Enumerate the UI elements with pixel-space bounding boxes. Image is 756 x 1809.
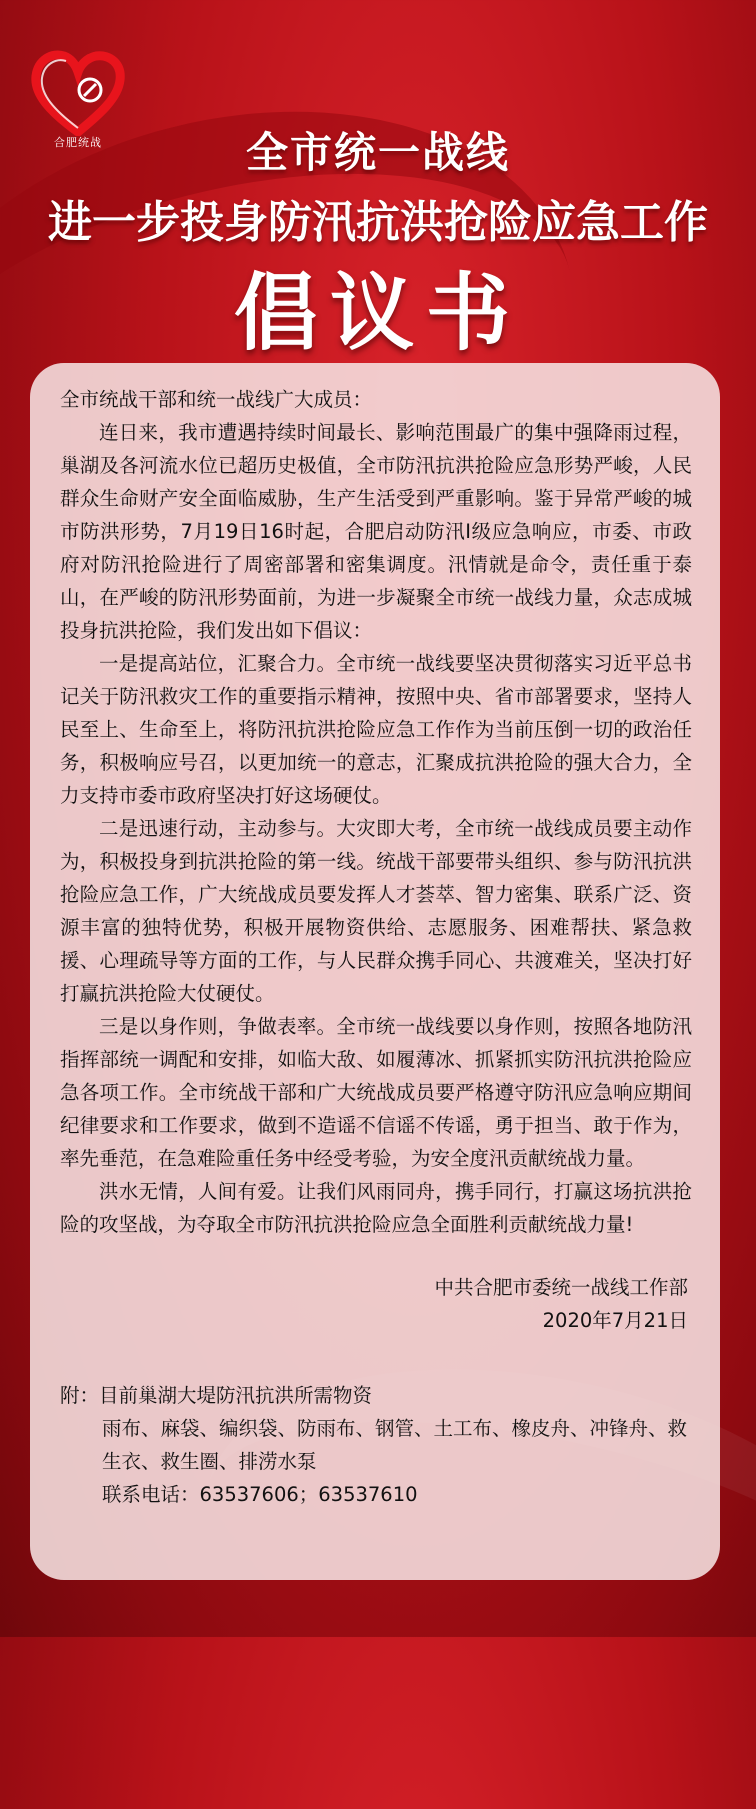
date: 2020年7月21日 <box>542 1309 688 1332</box>
header-line2: 进一步投身防汛抗洪抢险应急工作 <box>48 197 708 248</box>
letter-paragraph: 洪水无情，人间有爱。让我们风雨同舟，携手同行，打赢这场抗洪抢险的攻坚战，为夺取全市防汛抗洪抢险应急全面胜利贡献统战力量! <box>60 1180 692 1236</box>
header-line1: 全市统一战线 <box>245 128 510 177</box>
letter-paragraph: 二是迅速行动，主动参与。大灾即大考，全市统一战线成员要主动作为，积极投身到抗洪抢险的第一线。统战干部要带头组织、参与防汛抗洪抢险应急工作，广大统战成员要发挥人才荟萃、智力密集、联系广泛、资源丰富的独特优势，积极开展物资供给、志愿服务、困难帮扶、紧急救援、心理疏导等方面的工作，与人民群众携手同心、共渡难关，坚决打好打赢抗洪抢险大仗硬仗。 <box>60 817 692 1005</box>
logo-text: 合肥统战 <box>54 136 102 149</box>
attachment-title: 附：目前巢湖大堤防汛抗洪所需物资 <box>60 1384 373 1407</box>
attachment-items: 雨布、麻袋、编织袋、防雨布、钢管、土工布、橡皮舟、冲锋舟、救生衣、救生圈、排涝水泵 <box>102 1417 688 1473</box>
page-title: 倡议书 <box>233 264 522 362</box>
attachment <box>60 1379 692 1511</box>
salutation: 全市统战干部和统一战线广大成员： <box>60 388 373 411</box>
signature: 中共合肥市委统一战线工作部 <box>434 1276 688 1299</box>
letter-body <box>60 383 692 1511</box>
letter-paragraph: 一是提高站位，汇聚合力。全市统一战线要坚决贯彻落实习近平总书记关于防汛救灾工作的重要指示精神，按照中央、省市部署要求，坚持人民至上、生命至上，将防汛抗洪抢险应急工作作为当前压倒一切的政治任务，积极响应号召，以更加统一的意志，汇聚成抗洪抢险的强大合力，全力支持市委市政府坚决打好这场硬仗。 <box>60 652 692 807</box>
letter-paragraph: 连日来，我市遭遇持续时间最长、影响范围最广的集中强降雨过程，巢湖及各河流水位已超历史极值，全市防汛抗洪抢险应急形势严峻，人民群众生命财产安全面临威胁，生产生活受到严重影响。鉴于异常严峻的城市防洪形势，7月19日16时起，合肥启动防汛I级应急响应，市委、市政府对防汛抢险进行了周密部署和密集调度。汛情就是命令，责任重于泰山，在严峻的防汛形势面前，为进一步凝聚全市统一战线力量，众志成城投身抗洪抢险，我们发出如下倡议： <box>60 421 692 642</box>
letter-paragraph: 三是以身作则，争做表率。全市统一战线要以身作则，按照各地防汛指挥部统一调配和安排，如临大敌、如履薄冰、抓紧抓实防汛抗洪抢险应急各项工作。全市统战干部和广大统战成员要严格遵守防汛应急响应期间纪律要求和工作要求，做到不造谣不信谣不传谣，勇于担当、敢于作为，率先垂范，在急难险重任务中经受考验，为安全度汛贡献统战力量。 <box>60 1015 692 1170</box>
contact-phone: 联系电话：63537606；63537610 <box>102 1483 418 1506</box>
letter-card <box>30 363 720 1580</box>
signature-block <box>60 1271 692 1337</box>
